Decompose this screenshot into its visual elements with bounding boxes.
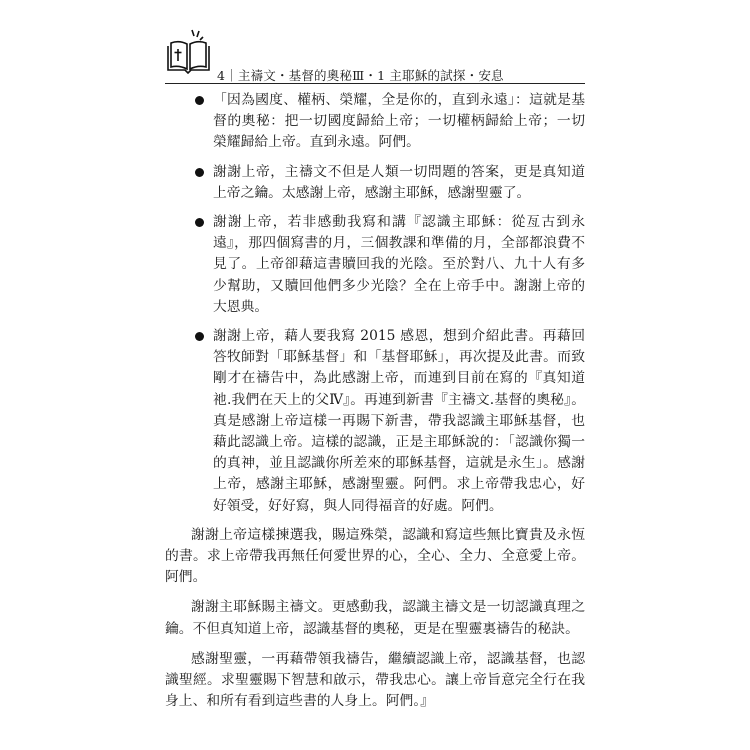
bullet-item [165, 326, 585, 517]
bullet-dot [195, 168, 204, 177]
open-book-icon [165, 28, 213, 74]
bullet-text: 謝謝上帝，藉人要我寫 2015 感恩，想到介紹此書。再藉回答牧師對「耶穌基督」和「基督耶穌」，再次提及此書。而致剛才在禱告中，為此感謝上帝，而連到目前在寫的『真知道祂.我們在天上的父Ⅳ』。再連到新書『主禱文.基督的奧秘』。真是感謝上帝這樣一再賜下新書，帶我認識主耶穌基督，也藉此認識上帝。這樣的認識，正是主耶穌說的：「認識你獨一的真神，並且認識你所差來的耶穌基督，這就是永生」。感謝上帝，感謝主耶穌，感謝聖靈。阿們。求上帝帶我忠心，好好領受，好好寫，與人同得福音的好處。阿們。 [213, 328, 585, 514]
bullet-dot [195, 332, 204, 341]
header-rule [165, 83, 585, 84]
page-header [165, 28, 585, 83]
running-header: 4｜主禱文・基督的奧秘Ⅲ・1 主耶穌的試探・安息 [217, 68, 504, 83]
bullet-text: 謝謝上帝，主禱文不但是人類一切問題的答案，更是真知道上帝之鑰。太感謝上帝，感謝主耶穌，感謝聖靈了。 [213, 163, 585, 201]
bullet-item [165, 90, 585, 154]
body-paragraph: 感謝聖靈，一再藉帶領我禱告，繼續認識上帝，認識基督，也認識聖經。求聖靈賜下智慧和啟示，帶我忠心。讓上帝旨意完全行在我身上、和所有看到這些書的人身上。阿們。』 [165, 650, 585, 710]
bullet-text: 謝謝上帝，若非感動我寫和講『認識主耶穌：從亙古到永遠』，那四個寫書的月，三個教課和準備的月，全部都浪費不見了。上帝卻藉這書贖回我的光陰。至於對八、九十人有多少幫助，又贖回他們多少光陰？全在上帝手中。謝謝上帝的大恩典。 [213, 214, 585, 315]
bullet-dot [195, 96, 204, 105]
body-paragraph: 謝謝主耶穌賜主禱文。更感動我，認識主禱文是一切認識真理之鑰。不但真知道上帝，認識基督的奧秘，更是在聖靈裏禱告的秘訣。 [165, 599, 585, 637]
bullet-text: 「因為國度、權柄、榮耀，全是你的，直到永遠」：這就是基督的奧秘：把一切國度歸給上帝；一切權柄歸給上帝；一切榮耀歸給上帝。直到永遠。阿們。 [213, 92, 585, 151]
bullet-item [165, 162, 585, 204]
page-body [165, 90, 585, 721]
body-paragraph: 謝謝上帝這樣揀選我，賜這殊榮，認識和寫這些無比寶貴及永恆的書。求上帝帶我再無任何愛世界的心，全心、全力、全意愛上帝。阿們。 [165, 526, 585, 586]
bullet-dot [195, 218, 204, 227]
bullet-item [165, 212, 585, 318]
